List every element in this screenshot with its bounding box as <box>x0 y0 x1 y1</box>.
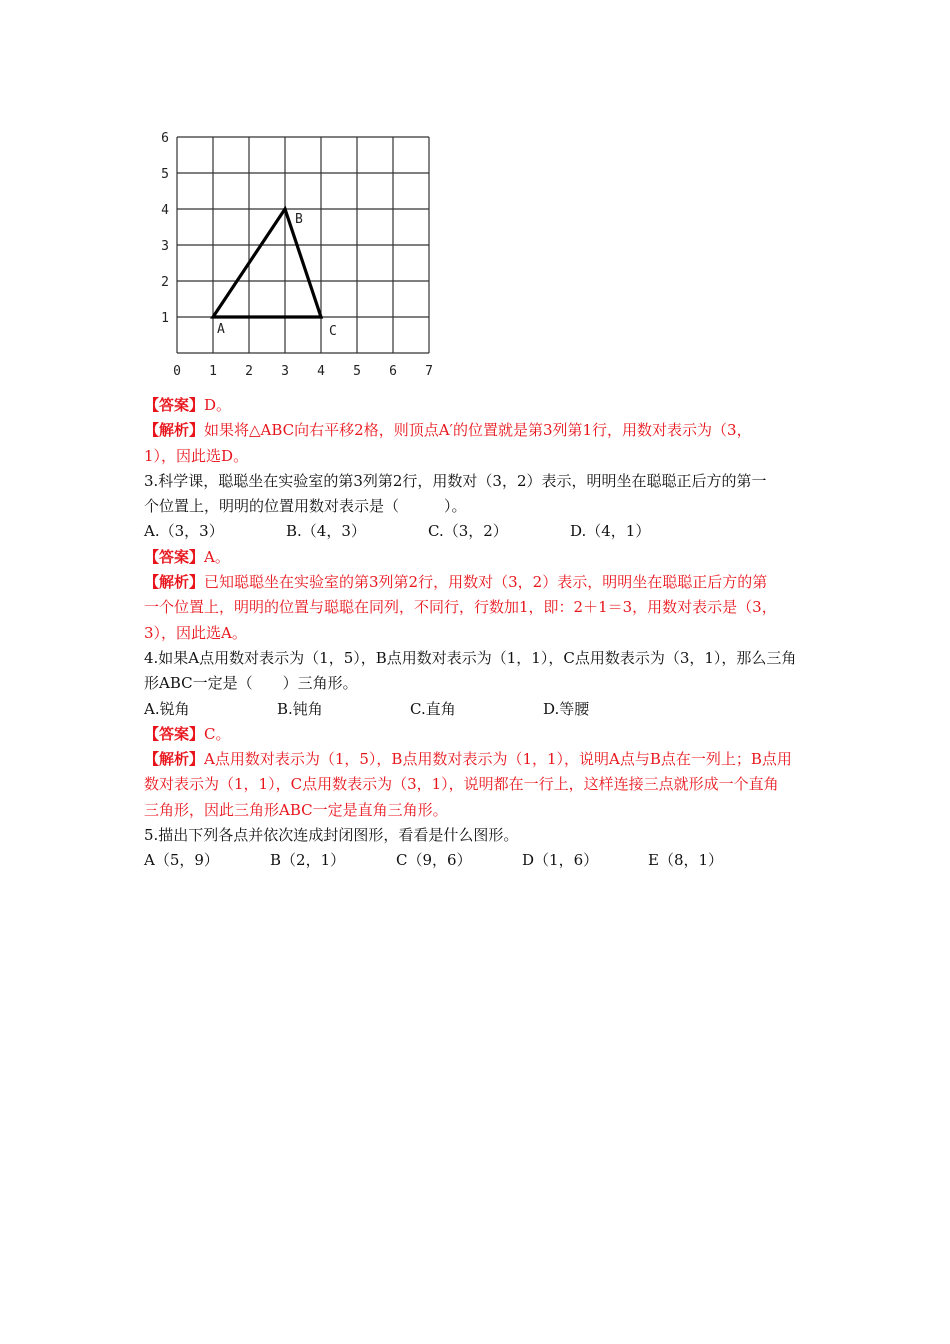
q4-option-d: D.等腰 <box>543 699 590 718</box>
point-label-c: C <box>329 324 337 339</box>
point-labels <box>217 212 337 339</box>
answer-value: D。 <box>204 396 232 414</box>
point-label-a: A <box>217 322 225 337</box>
q3-option-d: D.（4，1） <box>570 522 651 541</box>
answer-tag: 【答案】 <box>144 396 205 414</box>
x-tick-label: 3 <box>281 364 289 379</box>
analysis-text: A点用数对表示为（1，5），B点用数对表示为（1，1），说明A点与B点在一列上；B点用 <box>204 750 792 769</box>
grid-lines <box>177 137 429 353</box>
coordinate-grid-figure <box>150 118 440 386</box>
q5-points <box>144 848 812 873</box>
y-tick-label: 3 <box>161 239 169 254</box>
q3-analysis-line-3: 3），因此选A。 <box>144 623 247 642</box>
analysis-text: 已知聪聪坐在实验室的第3列第2行，用数对（3，2）表示，明明坐在聪聪正后方的第 <box>204 573 768 592</box>
q5-point-e: E（8，1） <box>648 851 724 870</box>
q3-options <box>144 519 812 544</box>
q3-stem-line-1: 3.科学课，聪聪坐在实验室的第3列第2行，用数对（3，2）表示，明明坐在聪聪正后方的第一 <box>144 471 767 490</box>
q4-analysis-line-3: 三角形，因此三角形ABC一定是直角三角形。 <box>144 800 448 819</box>
analysis-tag: 【解析】 <box>144 573 205 592</box>
q5-point-d: D（1，6） <box>522 851 599 870</box>
q3-answer <box>144 545 812 570</box>
analysis-tag: 【解析】 <box>144 421 205 440</box>
answer-value: A。 <box>204 547 230 566</box>
analysis-text: 如果将△ABC向右平移2格，则顶点A′的位置就是第3列第1行，用数对表示为（3， <box>204 421 752 440</box>
q5-stem-line-1: 5.描出下列各点并依次连成封闭图形，看看是什么图形。 <box>144 826 519 845</box>
q2-analysis-line-2: 1），因此选D。 <box>144 446 249 465</box>
y-tick-label: 2 <box>161 275 169 290</box>
answer-tag: 【答案】 <box>144 724 205 743</box>
q2-answer <box>144 393 812 418</box>
answer-value: C。 <box>204 724 231 743</box>
analysis-tag: 【解析】 <box>144 750 205 769</box>
triangle-abc <box>213 209 321 317</box>
x-tick-label: 7 <box>425 364 433 379</box>
x-tick-label: 2 <box>245 364 253 379</box>
x-tick-label: 6 <box>389 364 397 379</box>
q4-analysis-line-2: 数对表示为（1，1），C点用数表示为（3，1），说明都在一行上，这样连接三点就形成一个直角 <box>144 775 779 794</box>
point-label-b: B <box>295 212 303 227</box>
x-tick-label: 0 <box>173 364 181 379</box>
q3-option-a: A.（3，3） <box>144 522 224 541</box>
question-text-block <box>144 393 812 874</box>
q4-option-a: A.锐角 <box>144 699 190 718</box>
q3-analysis-line-1 <box>144 570 812 595</box>
q3-stem-line-2: 个位置上，明明的位置用数对表示是（ ）。 <box>144 497 467 516</box>
answer-tag: 【答案】 <box>144 547 205 566</box>
q3-option-b: B.（4，3） <box>286 522 366 541</box>
tick-labels <box>161 131 433 379</box>
q2-analysis-line-1 <box>144 418 812 443</box>
q4-stem-line-2: 形ABC一定是（ ）三角形。 <box>144 674 358 693</box>
x-tick-label: 1 <box>209 364 217 379</box>
q4-options <box>144 697 812 722</box>
y-tick-label: 6 <box>161 131 169 146</box>
y-tick-label: 1 <box>161 311 169 326</box>
q4-answer <box>144 722 812 747</box>
q4-stem-line-1: 4.如果A点用数对表示为（1，5），B点用数对表示为（1，1），C点用数表示为（3，1），那么三角 <box>144 648 797 667</box>
y-tick-label: 4 <box>161 203 169 218</box>
q3-option-c: C.（3，2） <box>428 522 508 541</box>
q4-analysis-line-1 <box>144 747 812 772</box>
x-tick-label: 4 <box>317 364 325 379</box>
q5-point-a: A（5，9） <box>144 851 219 870</box>
q5-point-c: C（9，6） <box>396 851 472 870</box>
x-tick-label: 5 <box>353 364 361 379</box>
q4-option-c: C.直角 <box>410 699 456 718</box>
q5-point-b: B（2，1） <box>270 851 346 870</box>
y-tick-label: 5 <box>161 167 169 182</box>
q4-option-b: B.钝角 <box>277 699 323 718</box>
q3-analysis-line-2: 一个位置上，明明的位置与聪聪在同列，不同行，行数加1，即：2＋1＝3，用数对表示是（3， <box>144 598 777 617</box>
